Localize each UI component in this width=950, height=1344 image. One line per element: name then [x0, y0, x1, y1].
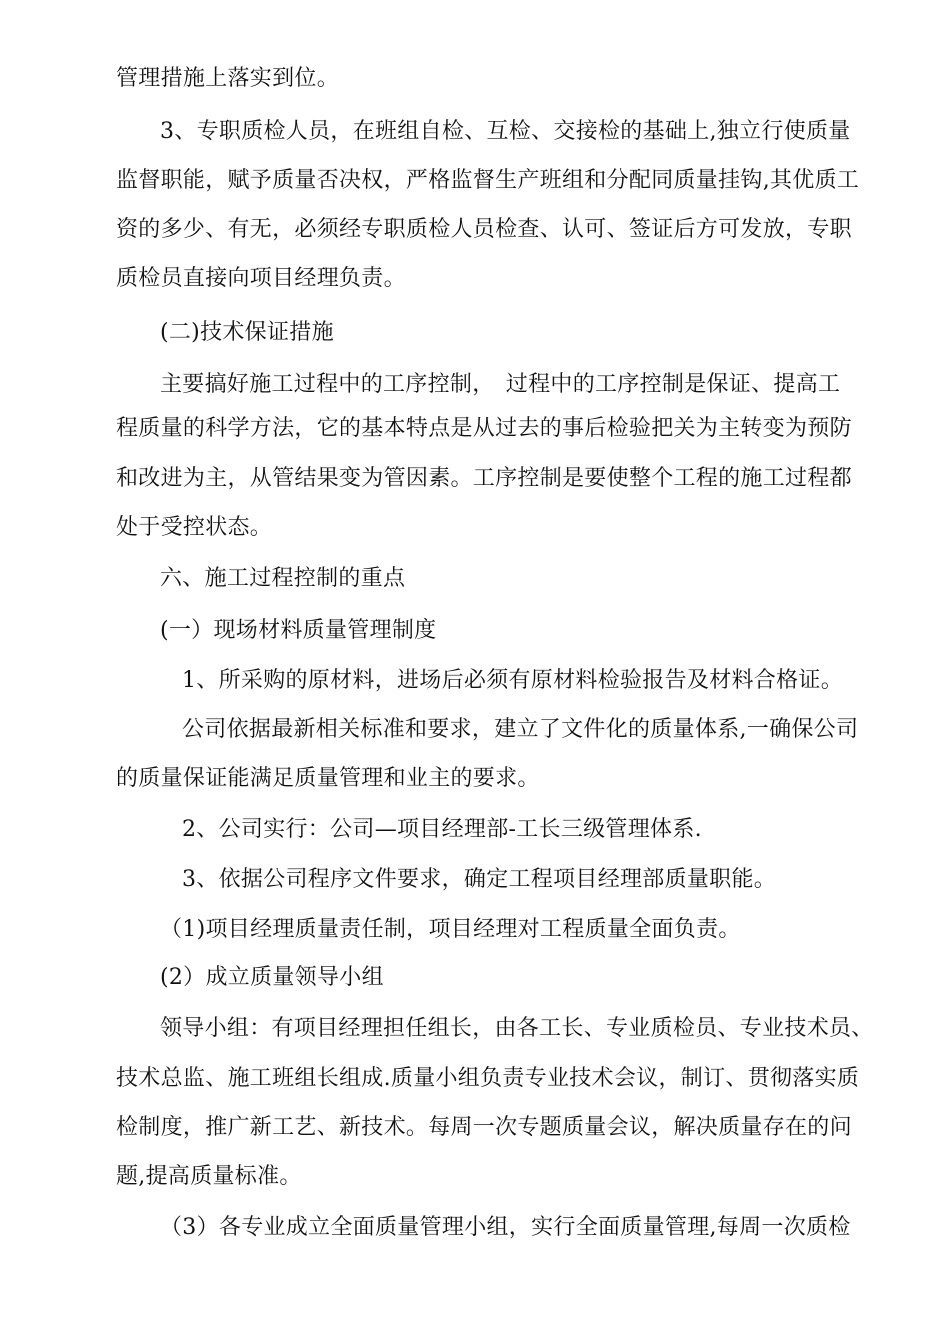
text-line: （1)项目经理质量责任制，项目经理对工程质量全面负责。: [160, 917, 741, 942]
text-line: 主要搞好施工过程中的工序控制， 过程中的工序控制是保证、提高工: [160, 372, 841, 397]
text-line: 监督职能，赋予质量否决权，严格监督生产班组和分配同质量挂钩,其优质工: [116, 168, 860, 193]
text-line: 题,提高质量标准。: [116, 1164, 302, 1189]
text-line: （3）各专业成立全面质量管理小组，实行全面质量管理,每周一次质检: [160, 1215, 851, 1240]
section-heading: 六、施工过程控制的重点: [160, 566, 406, 591]
text-line: 和改进为主，从管结果变为管因素。工序控制是要使整个工程的施工过程都: [116, 466, 852, 491]
text-line: 的质量保证能满足质量管理和业主的要求。: [116, 766, 540, 791]
section-heading: (一）现场材料质量管理制度: [160, 618, 437, 643]
text-line: 2、公司实行：公司—项目经理部-工长三级管理体系.: [182, 817, 702, 842]
text-line: 检制度，推广新工艺、新技术。每周一次专题质量会议，解决质量存在的问: [116, 1115, 852, 1140]
text-line: 程质量的科学方法，它的基本特点是从过去的事后检验把关为主转变为预防: [116, 416, 852, 441]
section-heading: (二)技术保证措施: [160, 320, 334, 345]
text-line: 公司依据最新相关标准和要求，建立了文件化的质量体系,一确保公司: [182, 717, 859, 742]
text-line: 1、所采购的原材料，进场后必须有原材料检验报告及材料合格证。: [182, 668, 843, 693]
text-line: 3、依据公司程序文件要求，确定工程项目经理部质量职能。: [182, 867, 777, 892]
text-line: 3、专职质检人员，在班组自检、互检、交接检的基础上,独立行使质量: [160, 119, 851, 144]
section-heading: (2）成立质量领导小组: [160, 965, 384, 990]
text-line: 领导小组：有项目经理担任组长，由各工长、专业质检员、专业技术员、: [160, 1016, 874, 1041]
text-line: 质检员直接向项目经理负责。: [116, 266, 406, 291]
text-line: 技术总监、施工班组长组成.质量小组负责专业技术会议，制订、贯彻落实质: [116, 1066, 860, 1091]
text-line: 管理措施上落实到位。: [116, 66, 340, 91]
text-line: 处于受控状态。: [116, 515, 273, 540]
text-line: 资的多少、有无，必须经专职质检人员检查、认可、签证后方可发放，专职: [116, 217, 852, 242]
